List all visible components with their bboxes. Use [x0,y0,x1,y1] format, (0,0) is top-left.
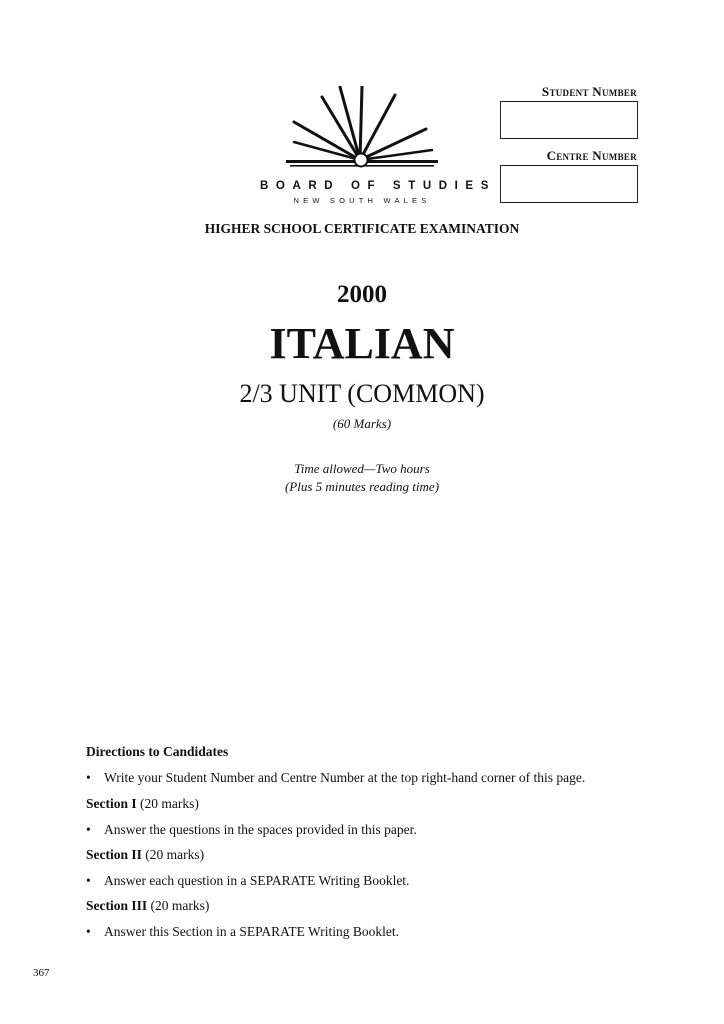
directions-heading: Directions to Candidates [86,744,229,759]
logo-text-board-of-studies: BOARD OF STUDIES [260,180,496,192]
student-number-box[interactable] [500,101,638,139]
logo-text-new-south-wales: NEW SOUTH WALES [293,196,431,205]
list-item [86,873,409,889]
section-instruction: Answer this Section in a SEPARATE Writing Booklet. [104,924,399,939]
list-item [86,822,417,838]
centre-number-box[interactable] [500,165,638,203]
section-marks: (20 marks) [150,898,210,913]
page-number: 367 [33,967,50,979]
section-marks: (20 marks) [145,847,205,862]
section-name: Section I [86,796,137,811]
section-instruction: Answer each question in a SEPARATE Writing Booklet. [104,873,410,888]
bullet-icon: • [86,770,91,785]
section-instruction: Answer the questions in the spaces provided in this paper. [104,822,417,837]
reading-time: (Plus 5 minutes reading time) [284,479,440,494]
list-item [86,770,585,786]
student-number-label: Student Number [541,84,637,99]
list-item [86,924,399,940]
exam-year: 2000 [337,281,387,308]
section-heading [86,847,204,863]
board-of-studies-logo-icon [284,86,440,170]
unit-title: 2/3 UNIT (COMMON) [239,379,485,408]
intro-instruction: Write your Student Number and Centre Number at the top right-hand corner of this page. [104,770,586,785]
exam-heading: HIGHER SCHOOL CERTIFICATE EXAMINATION [204,221,520,236]
centre-number-label: Centre Number [546,148,637,163]
time-allowed: Time allowed—Two hours [294,461,430,476]
section-marks: (20 marks) [140,796,199,811]
section-name: Section II [86,847,142,862]
section-heading [86,898,209,914]
bullet-icon: • [86,873,91,888]
subject-title: ITALIAN [269,319,455,368]
bullet-icon: • [86,924,91,939]
bullet-icon: • [86,822,91,837]
section-heading [86,796,199,812]
total-marks: (60 Marks) [332,416,392,431]
section-name: Section III [86,898,148,913]
